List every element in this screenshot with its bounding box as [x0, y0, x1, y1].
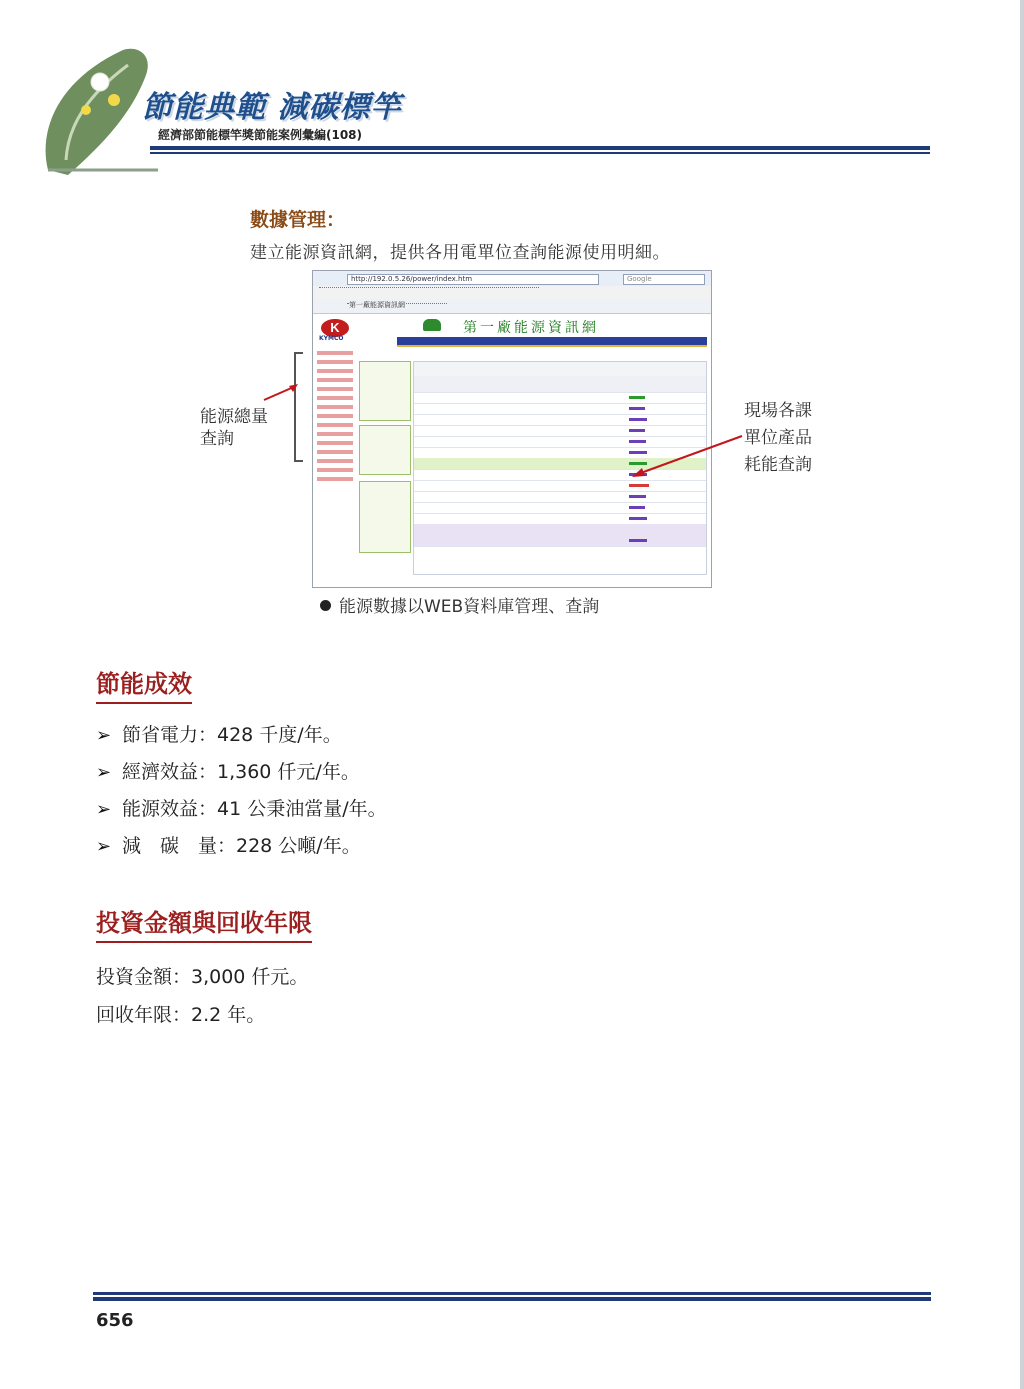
result-energy: 能源效益：41 公秉油當量/年。: [122, 798, 387, 820]
callout-unit-line1: 現場各課: [744, 401, 812, 421]
callout-total-line1: 能源總量: [200, 407, 268, 427]
results-heading: 節能成效: [96, 664, 192, 704]
payback-period: 回收年限：2.2 年。: [96, 1004, 266, 1026]
result-carbon: 減 碳 量：228 公噸/年。: [122, 835, 361, 857]
left-arrow: [262, 380, 302, 404]
menu-items: [319, 287, 539, 294]
logo-letter: K: [330, 320, 340, 335]
investment-amount: 投資金額：3,000 仟元。: [96, 966, 309, 988]
motorcycle-icon: [423, 319, 441, 331]
data-management-heading: 數據管理：: [250, 209, 346, 231]
tab-label: [347, 303, 447, 310]
energy-website-screenshot: [312, 270, 712, 588]
arrow-bullet-icon: ➢: [96, 725, 112, 746]
screenshot-caption-text: 能源數據以WEB資料庫管理、查詢: [339, 597, 600, 617]
results-list: [96, 722, 387, 870]
brand-name: KYMCO: [319, 335, 344, 342]
list-item: [96, 722, 387, 759]
callout-unit-query: [744, 398, 812, 479]
search-field: [623, 274, 705, 285]
list-item: [96, 796, 387, 833]
tab-title: 第一廠能源資訊網: [349, 301, 405, 309]
investment-heading: 投資金額與回收年限: [96, 903, 312, 943]
site-title: 第一廠能源資訊網: [463, 320, 599, 336]
list-item: [96, 759, 387, 796]
result-economic: 經濟效益：1,360 仟元/年。: [122, 761, 360, 783]
page-number: 656: [96, 1310, 134, 1331]
callout-unit-line3: 耗能查詢: [744, 455, 812, 475]
callout-unit-line2: 單位產品: [744, 428, 812, 448]
arrow-bullet-icon: ➢: [96, 799, 112, 820]
arrow-bullet-icon: ➢: [96, 762, 112, 783]
right-arrow: [628, 432, 746, 480]
query-panel: [359, 361, 409, 561]
footer-rule: [93, 1292, 931, 1295]
investment-details: [96, 958, 308, 1034]
result-electricity: 節省電力：428 千度/年。: [122, 724, 342, 746]
callout-total-query: [200, 406, 268, 450]
screenshot-caption: [320, 592, 599, 617]
header-title: 節能典範 減碳標竿: [142, 90, 402, 125]
list-item: [96, 833, 387, 870]
data-management-text: 建立能源資訊網，提供各用電單位查詢能源使用明細。: [250, 243, 670, 263]
arrow-bullet-icon: ➢: [96, 836, 112, 857]
footer-rule-thick: [93, 1297, 931, 1301]
callout-total-line2: 查詢: [200, 429, 234, 449]
header-rule-thin: [150, 152, 930, 154]
search-label: Google: [627, 275, 652, 283]
address-field: [347, 274, 599, 285]
page-edge: [1020, 0, 1024, 1389]
site-sidebar-menu: [317, 351, 353, 491]
header-subtitle: 經濟部節能標竿獎節能案例彙編(108): [158, 128, 363, 142]
bullet-dot-icon: [320, 600, 331, 611]
total-query-bracket: [294, 352, 303, 462]
site-nav-bar: [397, 337, 707, 345]
address-url: http://192.0.5.26/power/index.htm: [351, 275, 473, 283]
header-rule: [150, 146, 930, 150]
site-nav-underline: [397, 345, 707, 347]
